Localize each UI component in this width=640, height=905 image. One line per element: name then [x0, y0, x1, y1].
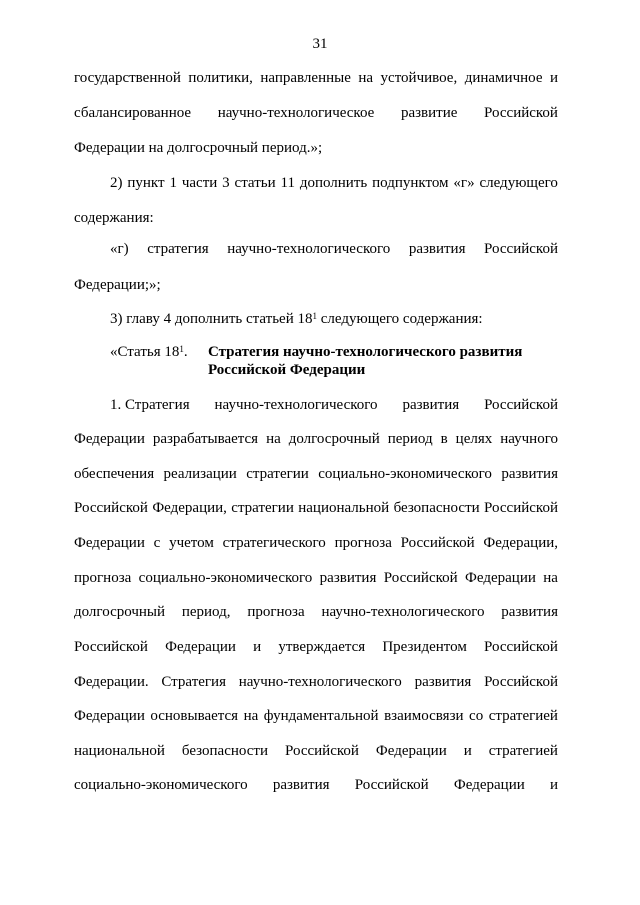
text-line [74, 499, 558, 517]
word: научно-технологического [321, 604, 485, 620]
word: в [440, 431, 448, 447]
word: фундаментальной [263, 708, 379, 724]
word: направленные [260, 70, 351, 86]
word: Российской [484, 500, 558, 516]
word: долгосрочный [288, 431, 380, 447]
text-fragment: «Статья 18 [110, 344, 180, 360]
text-line [74, 638, 558, 656]
word: Российской [484, 397, 558, 413]
word: основывается [150, 708, 239, 724]
text-fragment: . [183, 344, 188, 360]
word: стратегии [246, 466, 309, 482]
word: динамичное [464, 70, 543, 86]
text-line [110, 240, 558, 258]
word: политики, [188, 70, 253, 86]
word: научно-технологического [214, 397, 378, 413]
word: Стратегия [161, 674, 226, 690]
word: и [463, 743, 472, 759]
word: развития [319, 570, 377, 586]
word: целях [455, 431, 493, 447]
text-line: содержания: [74, 210, 154, 226]
word: подпунктом [372, 175, 449, 191]
word: разрабатывается [152, 431, 259, 447]
word: социально-экономического [318, 466, 492, 482]
word: Российской [74, 500, 148, 516]
word: статьи [234, 175, 276, 191]
word: развития [501, 604, 558, 620]
article-title [208, 343, 522, 379]
word: части [181, 175, 218, 191]
word: период [387, 431, 433, 447]
word: Российской [484, 105, 558, 121]
word: Президентом [382, 639, 467, 655]
word: научного [500, 431, 558, 447]
word: социально-экономического [138, 570, 313, 586]
word: развития [501, 466, 558, 482]
superscript: 1 [179, 344, 184, 354]
word: научно-технологическое [217, 105, 375, 121]
text-fragment: 3) главу 4 дополнить статьей 18 [110, 311, 313, 327]
word: 3 [222, 175, 230, 191]
word: Федерации [74, 431, 145, 447]
text-line [110, 396, 558, 414]
word: Федерации, [483, 535, 558, 551]
word: 11 [280, 175, 295, 191]
word: прогноза [74, 570, 132, 586]
word: стратегией [488, 743, 558, 759]
word: «г» [453, 175, 475, 191]
word: Российской [400, 535, 475, 551]
word: социально-экономического [74, 777, 248, 793]
word: Федерации [165, 639, 236, 655]
word: развитие [400, 105, 458, 121]
word: устойчивое, [380, 70, 458, 86]
word: и [549, 70, 558, 86]
word: долгосрочный [74, 604, 166, 620]
word: на [243, 708, 259, 724]
word: Российской [383, 570, 458, 586]
word: 1 [169, 175, 177, 191]
word: национальной [74, 743, 165, 759]
text-line [110, 310, 558, 328]
word: взаимосвязи [384, 708, 464, 724]
word: Российской [74, 639, 148, 655]
word: Федерации [74, 708, 145, 724]
word: и [253, 639, 262, 655]
word: Федерации [375, 743, 447, 759]
word: прогноза [247, 604, 305, 620]
word: с [153, 535, 161, 551]
word: прогноза [334, 535, 392, 551]
word: утверждается [278, 639, 366, 655]
word: учетом [169, 535, 214, 551]
word: Российской [284, 743, 359, 759]
word: на [358, 70, 374, 86]
word: развития [402, 397, 460, 413]
word: стратегией [488, 708, 558, 724]
word: Российской [484, 674, 558, 690]
word: стратегии [231, 500, 294, 516]
text-line [74, 104, 558, 122]
text-line [74, 707, 558, 725]
word: период, [181, 604, 231, 620]
word: дополнить [299, 175, 368, 191]
text-line: Федерации на долгосрочный период.»; [74, 140, 323, 156]
text-line [110, 174, 558, 192]
text-line: Федерации;»; [74, 277, 161, 293]
page-number: 31 [312, 36, 328, 52]
superscript: 1 [312, 311, 317, 321]
word: безопасности [393, 500, 480, 516]
word: Российской [354, 777, 429, 793]
word: Федерации [74, 535, 145, 551]
word: безопасности [181, 743, 269, 759]
word: стратегического [222, 535, 326, 551]
word: развития [408, 241, 466, 257]
word: 2) [110, 175, 123, 191]
text-line [74, 776, 558, 794]
word: реализации [163, 466, 237, 482]
word: научно-технологического [227, 241, 391, 257]
article-label [110, 343, 188, 361]
word: научно-технологического [238, 674, 402, 690]
word: Федерации, [152, 500, 227, 516]
word: 1. Стратегия [110, 397, 190, 413]
text-line [74, 69, 558, 87]
word: на [543, 570, 558, 586]
word: сбалансированное [74, 105, 192, 121]
word: национальной [298, 500, 390, 516]
text-line [74, 673, 558, 691]
word: пункт [127, 175, 165, 191]
word: со [469, 708, 484, 724]
text-fragment: следующего содержания: [317, 311, 483, 327]
word: Федерации [465, 570, 536, 586]
word: стратегия [147, 241, 209, 257]
article-title-line: Российской Федерации [208, 362, 366, 378]
word: государственной [74, 70, 181, 86]
word: развития [414, 674, 472, 690]
word: развития [272, 777, 330, 793]
word: обеспечения [74, 466, 155, 482]
word: и [549, 777, 558, 793]
word: «г) [110, 241, 129, 257]
article-title-line: Стратегия научно-технологического развития [208, 344, 523, 360]
word: следующего [479, 175, 558, 191]
word: Российской [484, 241, 558, 257]
text-line [74, 603, 558, 621]
text-line [74, 430, 558, 448]
word: Федерации. [74, 674, 149, 690]
word: Федерации [453, 777, 525, 793]
text-line [74, 742, 558, 760]
text-line [74, 465, 558, 483]
text-line [74, 569, 558, 587]
word: на [266, 431, 281, 447]
word: Российской [484, 639, 558, 655]
text-line [74, 534, 558, 552]
